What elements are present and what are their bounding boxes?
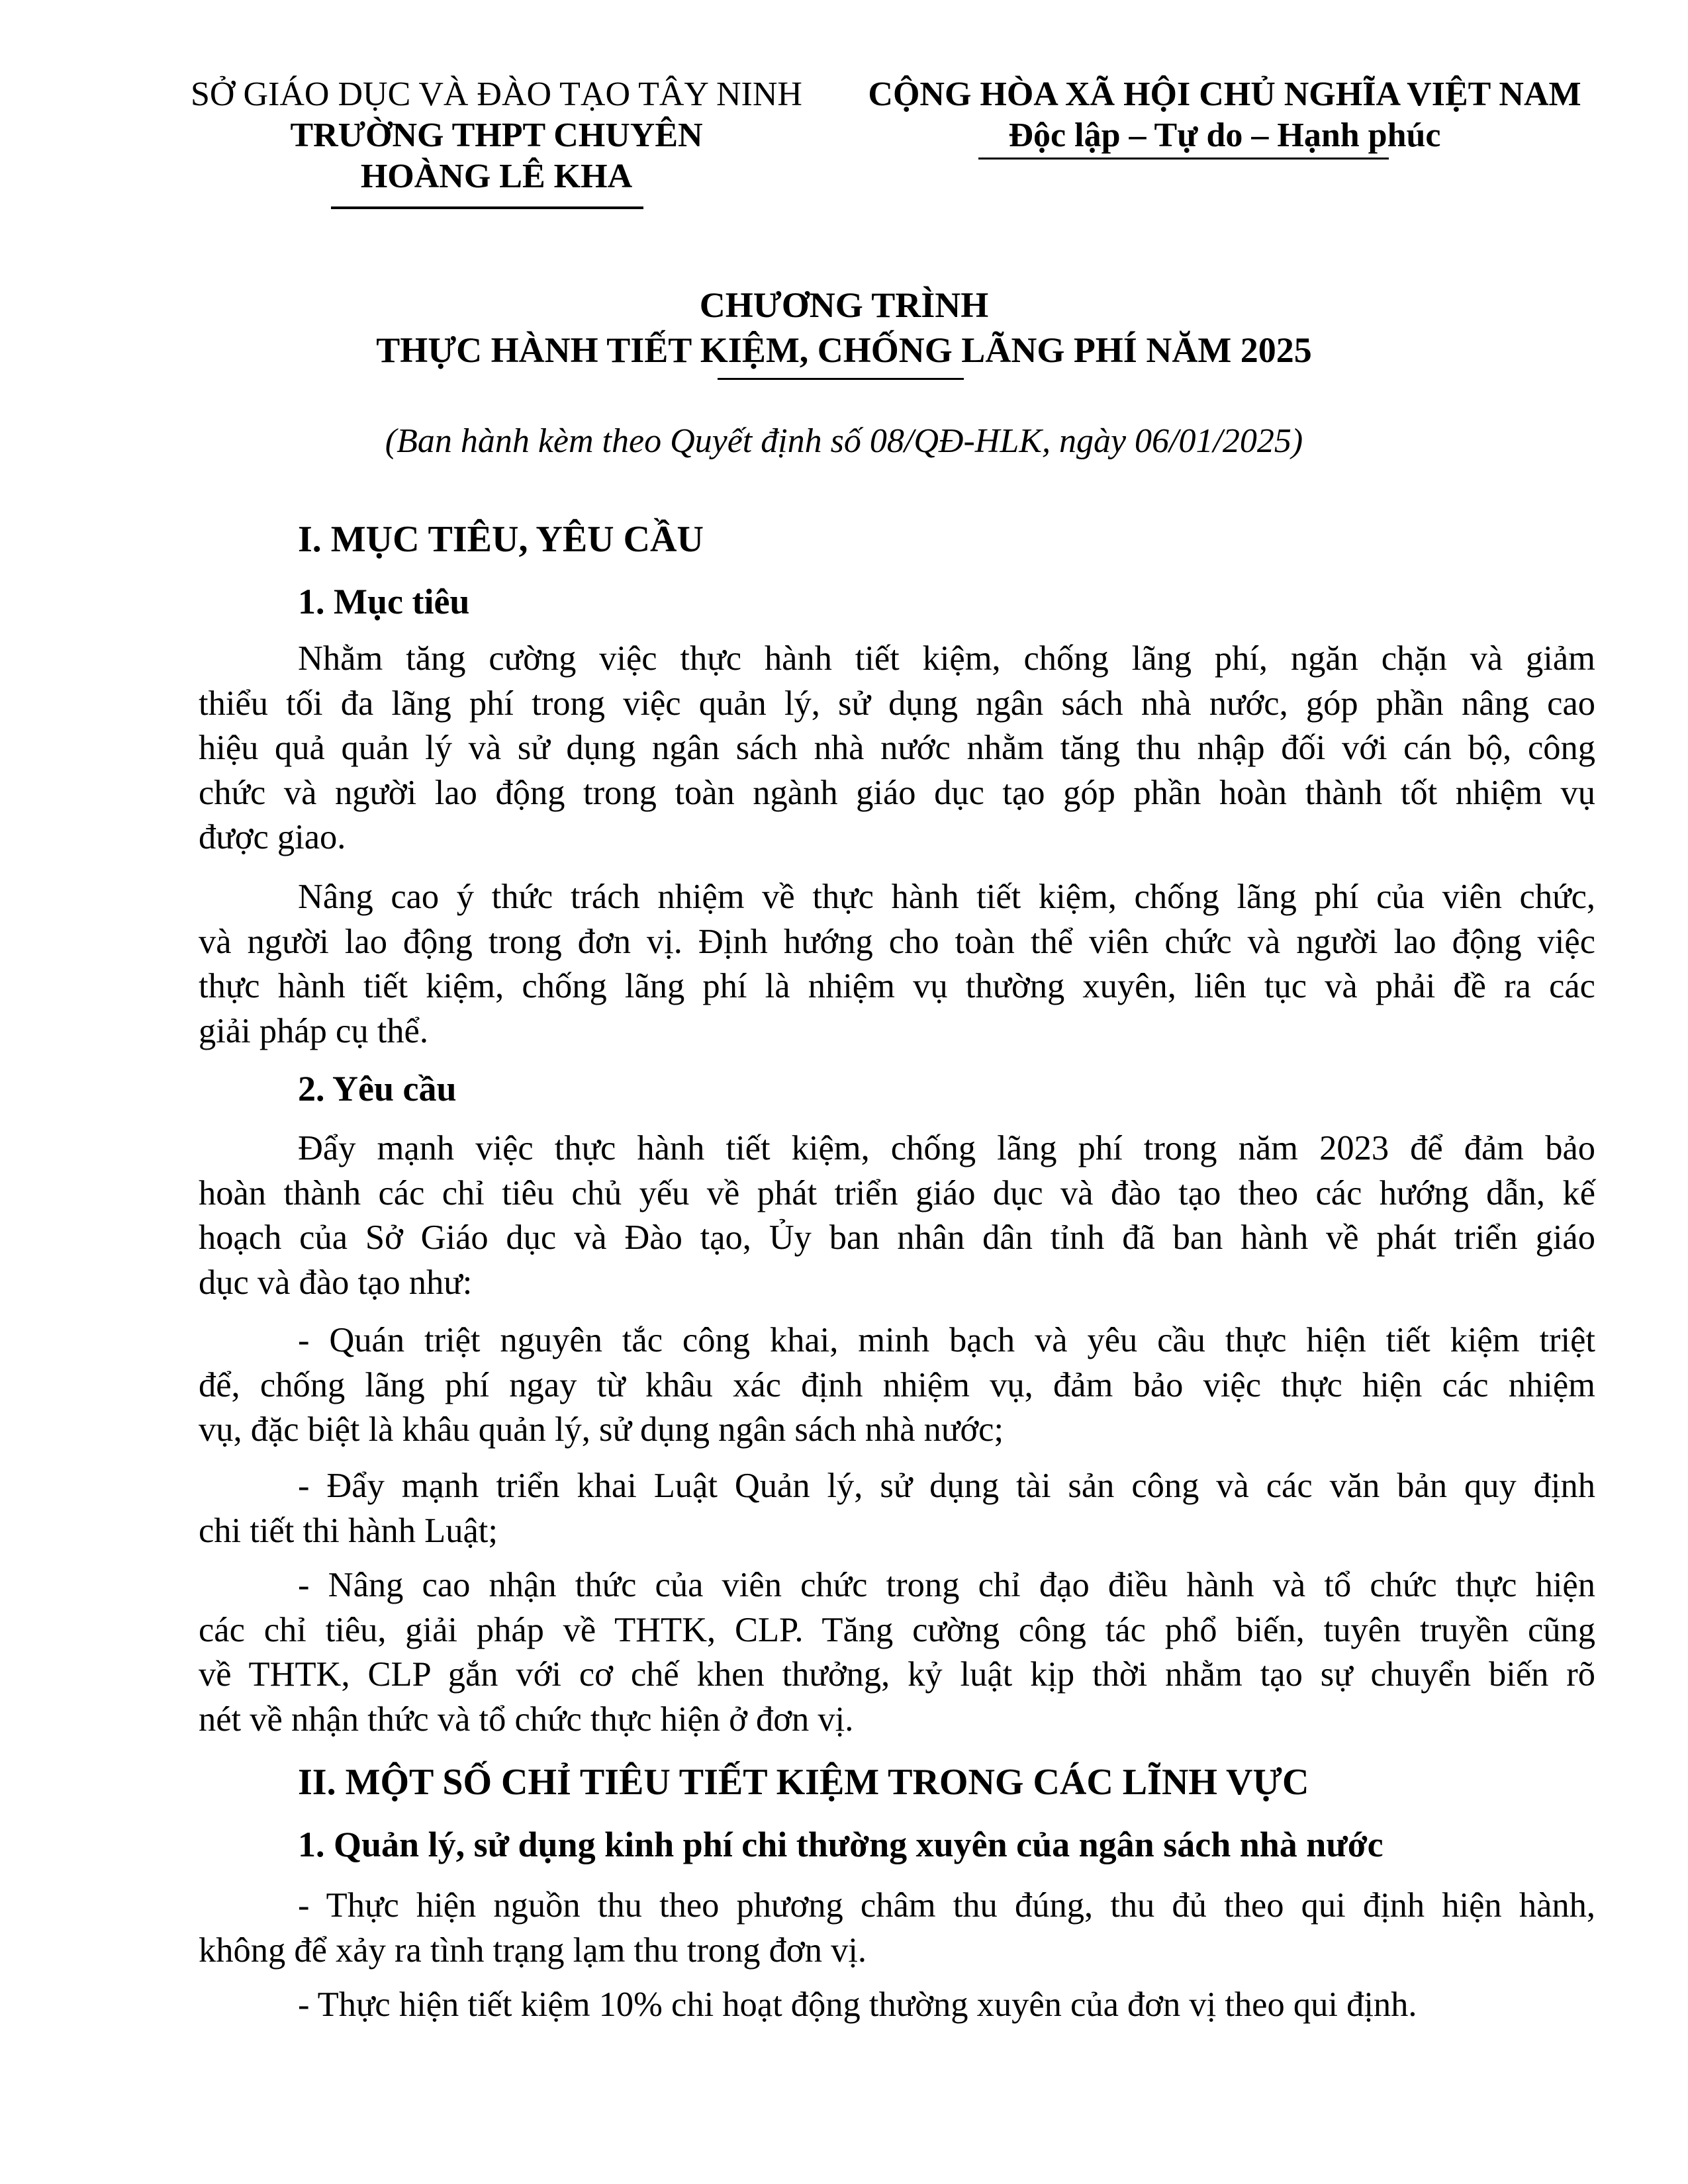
issuer-block — [165, 74, 827, 197]
bullet-paragraph: - Thực hiện nguồn thu theo phương châm thu đúng, thu đủ theo qui định hiện hành, không để xảy ra tình trạng lạm thu trong đơn vị. — [199, 1886, 1595, 1970]
bullet-paragraph: - Nâng cao nhận thức của viên chức trong chỉ đạo điều hành và tổ chức thực hiện các chỉ tiêu, giải pháp về THTK, CLP. Tăng cường công tác phổ biến, tuyên truyền cũng về THTK, CLP gắn với cơ chế khen thưởng, kỷ luật kịp thời nhằm tạo sự chuyển biến rõ nét về nhận thức và tổ chức thực hiện ở đơn vị. — [199, 1566, 1595, 1739]
paragraph: Nâng cao ý thức trách nhiệm về thực hành tiết kiệm, chống lãng phí của viên chức, và người lao động trong đơn vị. Định hướng cho toàn thể viên chức và người lao động việc thực hành tiết kiệm, chống lãng phí là nhiệm vụ thường xuyên, liên tục và phải đề ra các giải pháp cụ thể. — [199, 878, 1595, 1050]
national-motto-block — [841, 74, 1609, 156]
motto-underline — [978, 158, 1389, 159]
section-2-sub-1: 1. Quản lý, sử dụng kinh phí chi thường xuyên của ngân sách nhà nước — [298, 1825, 1383, 1864]
issuer-school-line1: TRƯỜNG THPT CHUYÊN — [290, 116, 703, 154]
section-2-heading: II. MỘT SỐ CHỈ TIÊU TIẾT KIỆM TRONG CÁC LĨNH VỰC — [298, 1762, 1309, 1803]
title-underline — [718, 378, 964, 380]
issuer-department: SỞ GIÁO DỤC VÀ ĐÀO TẠO TÂY NINH — [191, 75, 802, 113]
section-1-sub-2: 2. Yêu cầu — [298, 1069, 457, 1109]
doc-subtitle: (Ban hành kèm theo Quyết định số 08/QĐ-HLK, ngày 06/01/2025) — [385, 422, 1303, 460]
paragraph: Nhằm tăng cường việc thực hành tiết kiệm, chống lãng phí, ngăn chặn và giảm thiểu tối đa lãng phí trong việc quản lý, sử dụng ngân sách nhà nước, góp phần nâng cao hiệu quả quản lý và sử dụng ngân sách nhà nước nhằm tăng thu nhập đối với cán bộ, công chức và người lao động trong toàn ngành giáo dục tạo góp phần hoàn thành tốt nhiệm vụ được giao. — [199, 639, 1595, 857]
bullet-paragraph: - Đẩy mạnh triển khai Luật Quản lý, sử dụng tài sản công và các văn bản quy định chi tiết thi hành Luật; — [199, 1467, 1595, 1550]
paragraph: Đẩy mạnh việc thực hành tiết kiệm, chống lãng phí trong năm 2023 để đảm bảo hoàn thành các chỉ tiêu chủ yếu về phát triển giáo dục và đào tạo theo các hướng dẫn, kế hoạch của Sở Giáo dục và Đào tạo, Ủy ban nhân dân tỉnh đã ban hành về phát triển giáo dục và đào tạo như: — [199, 1129, 1595, 1302]
issuer-school-line2: HOÀNG LÊ KHA — [360, 158, 633, 195]
bullet-paragraph: - Thực hiện tiết kiệm 10% chi hoạt động thường xuyên của đơn vị theo qui định. — [298, 1985, 1417, 2024]
section-1-sub-1: 1. Mục tiêu — [298, 582, 470, 621]
bullet-paragraph: - Quán triệt nguyên tắc công khai, minh bạch và yêu cầu thực hiện tiết kiệm triệt để, chống lãng phí ngay từ khâu xác định nhiệm vụ, đảm bảo việc thực hiện các nhiệm vụ, đặc biệt là khâu quản lý, sử dụng ngân sách nhà nước; — [199, 1321, 1595, 1449]
national-title: CỘNG HÒA XÃ HỘI CHỦ NGHĨA VIỆT NAM — [868, 75, 1581, 113]
doc-title-line2: THỰC HÀNH TIẾT KIỆM, CHỐNG LÃNG PHÍ NĂM 2025 — [376, 330, 1312, 370]
issuer-underline — [331, 206, 643, 209]
doc-title: CHƯƠNG TRÌNH — [699, 285, 989, 325]
section-1-heading: I. MỤC TIÊU, YÊU CẦU — [298, 519, 704, 560]
national-motto: Độc lập – Tự do – Hạnh phúc — [1008, 116, 1441, 154]
